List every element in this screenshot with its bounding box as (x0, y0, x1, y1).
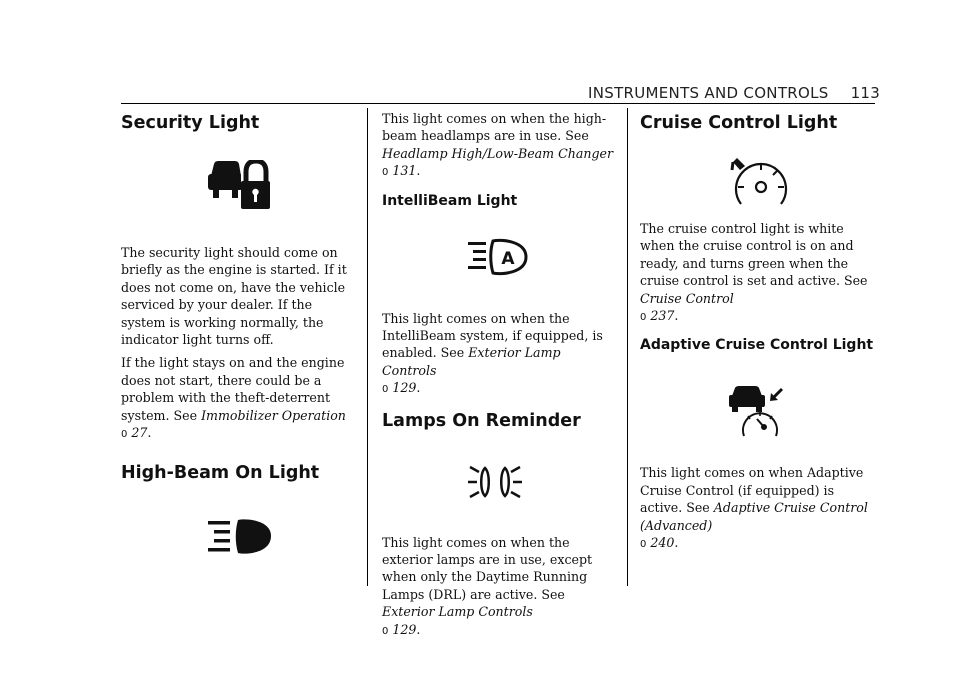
ref-arrow-icon: 0 (382, 384, 389, 396)
ref-arrow-icon: 0 (121, 429, 128, 441)
high-beam-ref[interactable]: 0 131. (382, 163, 421, 179)
running-header (588, 84, 880, 102)
adaptive-cruise-icon (729, 386, 795, 438)
security-lock-car-icon (208, 160, 270, 212)
adaptive-cruise-ref[interactable]: 0 240. (640, 535, 679, 551)
cruise-control-icon (729, 156, 789, 210)
lamps-on-paragraph: This light comes on when the exterior lamps are in use, except when only the Daytime Running Lamps (DRL) are active. See Exterior Lamp Controls (382, 534, 593, 620)
high-beam-ref-title[interactable]: Headlamp High/Low-Beam Changer (382, 145, 614, 161)
cruise-ref-title[interactable]: Cruise Control (640, 290, 734, 306)
column-1 (121, 108, 351, 560)
column-3 (640, 108, 876, 553)
cruise-control-heading: Cruise Control Light (640, 113, 838, 133)
column-2 (382, 108, 614, 640)
high-beam-heading: High-Beam On Light (121, 463, 320, 484)
security-ref-title[interactable]: Immobilizer Operation (201, 407, 346, 423)
high-beam-paragraph: This light comes on when the high-beam headlamps are in use. See Headlamp High/Low-Beam Changer (382, 111, 614, 161)
intellibeam-paragraph: This light comes on when the IntelliBeam system, if equipped, is enabled. See Exterior Lamp Controls (382, 310, 603, 378)
page-number: 113 (850, 84, 881, 102)
column-divider-2 (627, 108, 628, 586)
header-rule (121, 103, 875, 104)
security-light-heading: Security Light (121, 113, 260, 133)
ref-arrow-icon: 0 (382, 167, 389, 179)
ref-arrow-icon: 0 (640, 312, 647, 324)
ref-arrow-icon: 0 (382, 625, 389, 637)
lamps-on-icon (468, 462, 530, 502)
security-paragraph-1: The security light should come on briefly as the engine is started. If it does not come on, have the vehicle serviced by your dealer. If the system is working normally, the indicator light turns off. (121, 245, 347, 348)
intellibeam-icon (468, 238, 530, 280)
lamps-on-heading: Lamps On Reminder (382, 410, 581, 431)
column-divider-1 (367, 108, 368, 586)
svg-text:A: A (501, 248, 515, 269)
header-section: INSTRUMENTS AND CONTROLS (588, 84, 829, 102)
security-paragraph-2: If the light stays on and the engine does not start, there could be a problem with the theft-deterrent system. See Immobilizer Operation (121, 355, 346, 423)
lamps-on-ref-title[interactable]: Exterior Lamp Controls (382, 604, 533, 620)
adaptive-cruise-paragraph: This light comes on when Adaptive Cruise Control (if equipped) is active. See Adaptive Cruise Control (Advanced) (640, 465, 868, 533)
cruise-ref[interactable]: 0 237. (640, 308, 679, 324)
adaptive-cruise-heading: Adaptive Cruise Control Light (640, 337, 874, 354)
high-beam-icon (208, 518, 276, 560)
security-ref[interactable]: 0 27. (121, 425, 152, 441)
cruise-paragraph: The cruise control light is white when the cruise control is on and ready, and turns green when the cruise control is set and active. See Cruise Control (640, 221, 868, 306)
intellibeam-ref-title[interactable]: Exterior Lamp Controls (382, 345, 561, 378)
lamps-on-ref[interactable]: 0 129. (382, 621, 421, 637)
intellibeam-heading: IntelliBeam Light (382, 192, 518, 209)
adaptive-cruise-ref-title[interactable]: Adaptive Cruise Control (Advanced) (640, 500, 868, 533)
intellibeam-ref[interactable]: 0 129. (382, 380, 421, 396)
ref-arrow-icon: 0 (640, 539, 647, 551)
